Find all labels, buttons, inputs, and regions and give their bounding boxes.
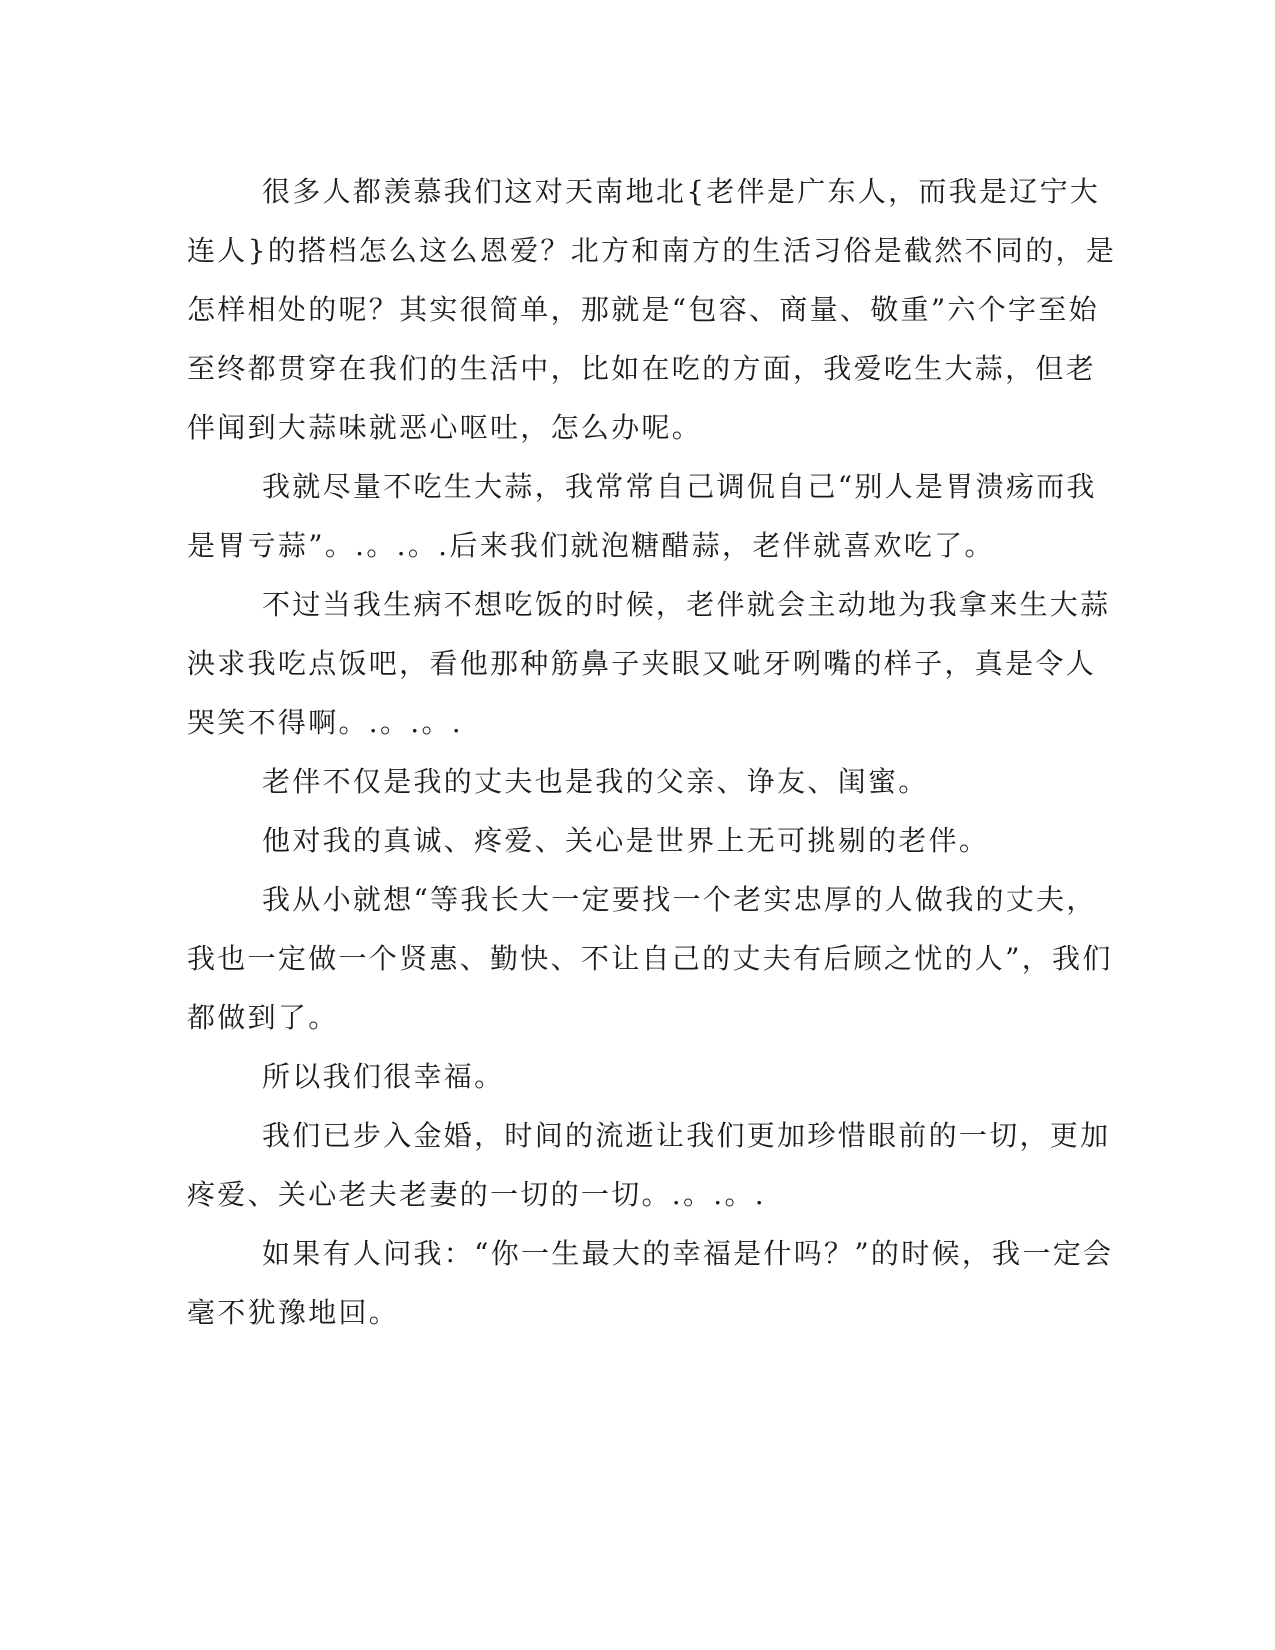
text-line: 是胃亏蒜”。.。.。.后来我们就泡糖醋蒜，老伴就喜欢吃了。 — [187, 529, 995, 562]
paragraph-7 — [187, 1047, 1067, 1106]
text-line: 怎样相处的呢？其实很简单，那就是“包容、商量、敬重”六个字至始 — [187, 293, 1099, 326]
text-line: 所以我们很幸福。 — [262, 1060, 505, 1093]
paragraph-2 — [187, 457, 1097, 575]
text-line: 很多人都羡慕我们这对天南地北{老伴是广东人，而我是辽宁大 — [262, 175, 1101, 208]
text-line: 泱求我吃点饭吧，看他那种筋鼻子夹眼又呲牙咧嘴的样子，真是令人 — [187, 647, 1097, 680]
paragraph-6 — [187, 870, 1113, 1047]
text-line: 毫不犹豫地回。 — [187, 1296, 400, 1329]
text-line: 哭笑不得啊。.。.。. — [187, 706, 464, 739]
text-line: 如果有人问我：“你一生最大的幸福是什吗？”的时候，我一定会 — [262, 1237, 1114, 1270]
text-line: 他对我的真诚、疼爱、关心是世界上无可挑剔的老伴。 — [262, 824, 990, 857]
text-line: 伴闻到大蒜味就恶心呕吐，怎么办呢。 — [187, 411, 703, 444]
text-line: 我从小就想“等我长大一定要找一个老实忠厚的人做我的丈夫， — [262, 883, 1097, 916]
paragraph-9 — [187, 1224, 1114, 1342]
paragraph-8 — [187, 1106, 1111, 1224]
paragraph-1 — [187, 162, 1117, 457]
text-line: 我们已步入金婚，时间的流逝让我们更加珍惜眼前的一切，更加 — [262, 1119, 1111, 1152]
text-line: 疼爱、关心老夫老妻的一切的一切。.。.。. — [187, 1178, 767, 1211]
text-line: 老伴不仅是我的丈夫也是我的父亲、诤友、闺蜜。 — [262, 765, 929, 798]
text-line: 不过当我生病不想吃饭的时候，老伴就会主动地为我拿来生大蒜 — [262, 588, 1111, 621]
text-line: 我就尽量不吃生大蒜，我常常自己调侃自己“别人是胃溃疡而我 — [262, 470, 1097, 503]
paragraph-5 — [187, 811, 1067, 870]
text-line: 我也一定做一个贤惠、勤快、不让自己的丈夫有后顾之忧的人”，我们 — [187, 942, 1113, 975]
text-line: 都做到了。 — [187, 1001, 339, 1034]
paragraph-3 — [187, 575, 1111, 752]
text-line: 至终都贯穿在我们的生活中，比如在吃的方面，我爱吃生大蒜，但老 — [187, 352, 1097, 385]
paragraph-4 — [187, 752, 1067, 811]
document-body — [187, 162, 1117, 1342]
text-line: 连人}的搭档怎么这么恩爱？北方和南方的生活习俗是截然不同的，是 — [187, 234, 1117, 267]
